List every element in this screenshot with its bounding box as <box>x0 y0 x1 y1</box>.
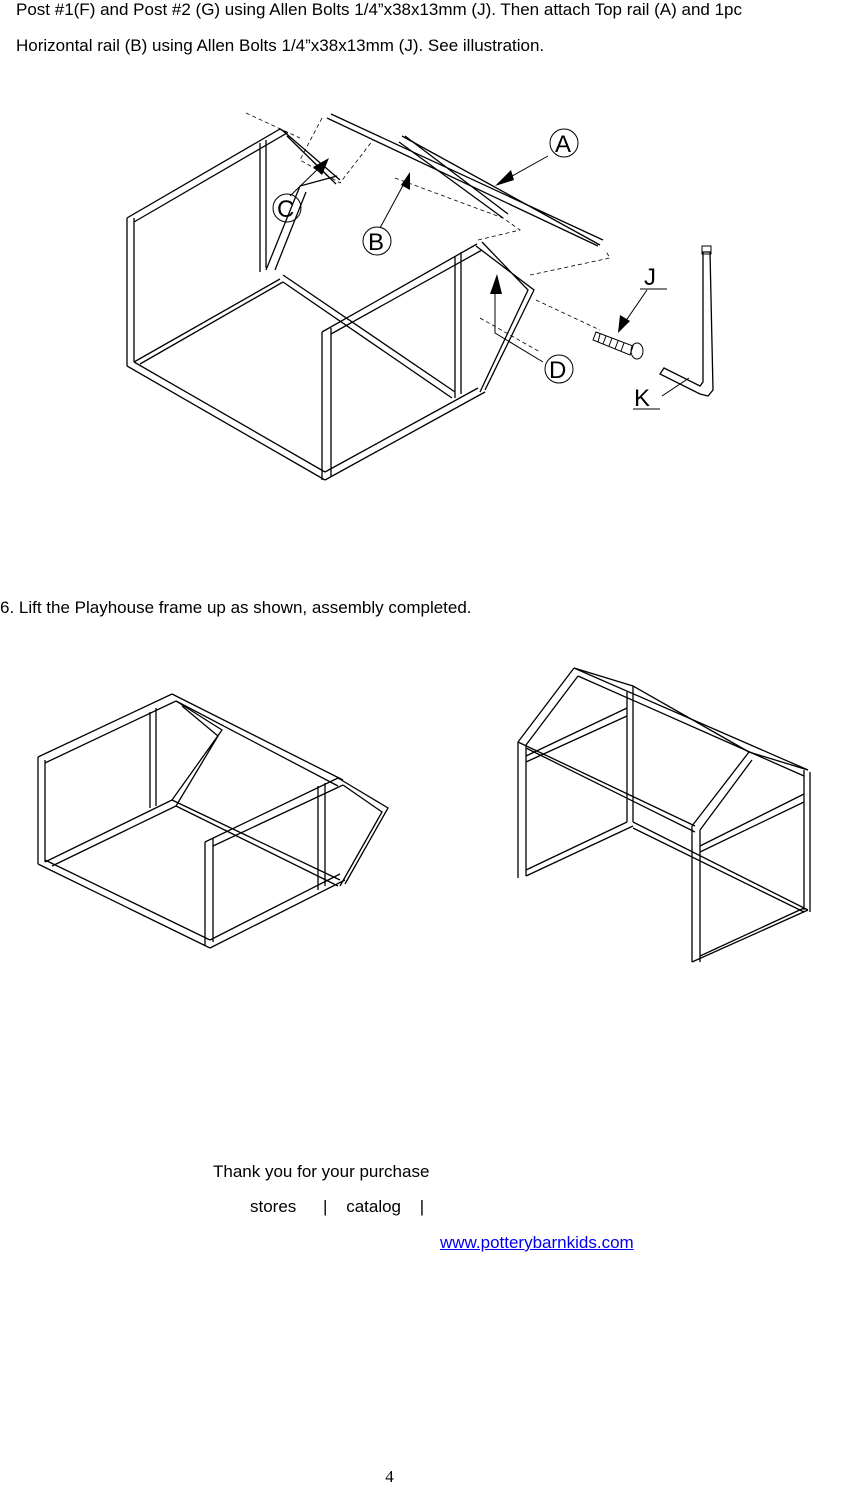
page-number: 4 <box>385 1467 394 1486</box>
step-6-text: 6. Lift the Playhouse frame up as shown, assembly completed. <box>0 598 472 617</box>
label-k: K <box>634 385 651 412</box>
exploded-assembly-diagram <box>127 113 713 480</box>
instruction-text-line-2: Horizontal rail (B) using Allen Bolts 1/4”x38x13mm (J). See illustration. <box>16 36 545 55</box>
link-stores[interactable]: stores <box>250 1197 297 1216</box>
frame-upright-diagram <box>518 668 810 962</box>
instruction-text-line-1: Post #1(F) and Post #2 (G) using Allen Bolts 1/4”x38x13mm (J). Then attach Top rail (A) and 1pc <box>16 0 742 19</box>
link-catalog[interactable]: catalog <box>346 1197 402 1216</box>
label-d: D <box>549 357 567 384</box>
label-b: B <box>368 229 385 256</box>
footer-links <box>250 1197 424 1217</box>
separator-1: | <box>323 1197 328 1216</box>
label-a: A <box>555 131 572 158</box>
thank-you-text: Thank you for your purchase <box>213 1162 430 1181</box>
website-link[interactable]: www.potterybarnkids.com <box>440 1233 634 1252</box>
separator-2: | <box>419 1197 425 1216</box>
label-j: J <box>644 264 656 291</box>
frame-lying-diagram <box>38 694 388 948</box>
label-c: C <box>277 196 295 223</box>
